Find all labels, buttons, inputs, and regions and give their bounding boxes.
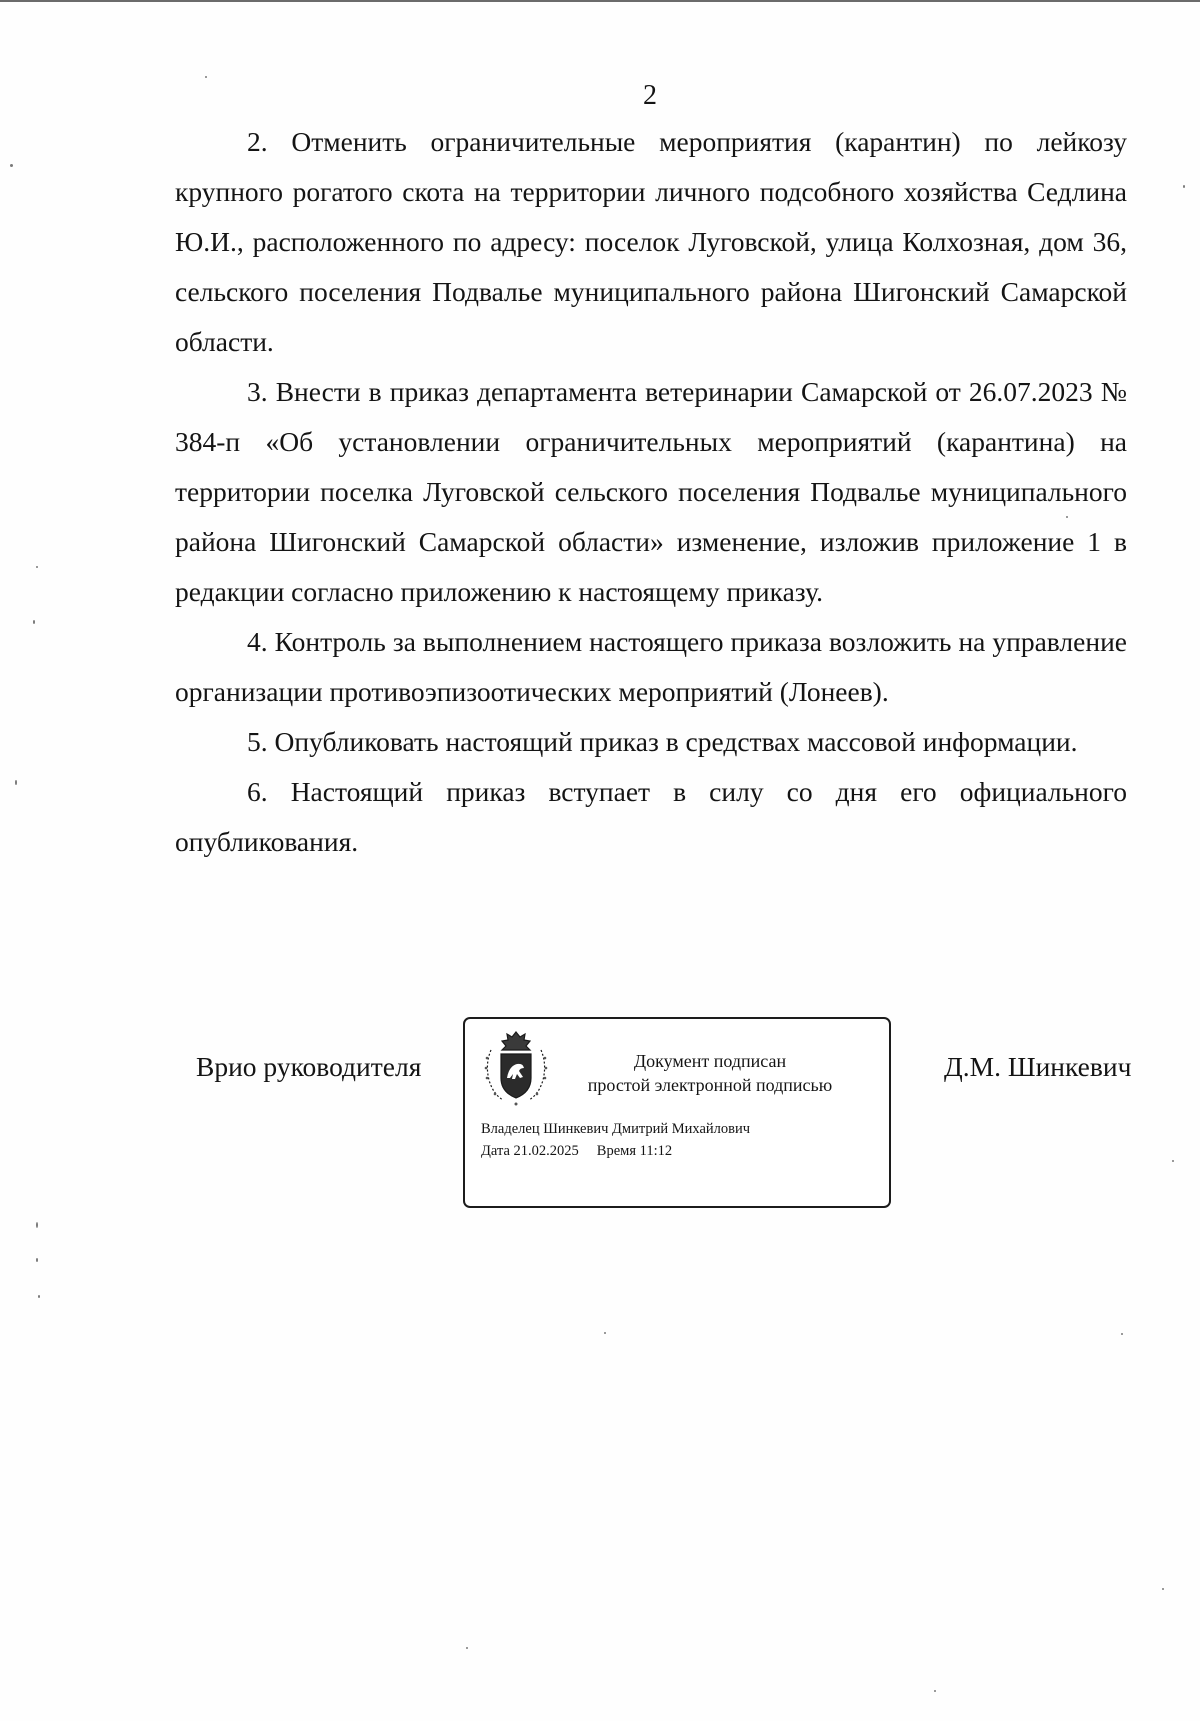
page-number: 2 xyxy=(643,80,657,111)
scan-speck xyxy=(1066,516,1068,518)
order-item-5: 5. Опубликовать настоящий приказ в средствах массовой информации. xyxy=(247,726,1078,757)
scan-speck xyxy=(1172,1160,1174,1162)
scan-speck xyxy=(1162,1588,1164,1590)
scan-speck xyxy=(38,1295,40,1298)
scan-speck xyxy=(10,164,13,167)
scan-speck xyxy=(205,76,207,78)
electronic-signature-stamp xyxy=(463,1017,891,1208)
scan-speck xyxy=(604,1332,606,1334)
scan-speck xyxy=(934,1690,936,1692)
stamp-title-line-2: простой электронной подписью xyxy=(587,1075,833,1095)
stamp-title xyxy=(560,1049,860,1097)
scan-edge-line xyxy=(0,0,1200,2)
stamp-title-line-1: Документ подписан xyxy=(633,1051,787,1071)
order-item-3: 3. Внести в приказ департамента ветеринарии Самарской от 26.07.2023 № 384-п «Об установлении ограничительных мероприятий (карантина) на территории поселка Луговской сельского поселения Подвалье муниципального района Шигонский Самарской области» изменение, изложив приложение 1 в редакции согласно приложению к настоящему приказу. xyxy=(175,376,1127,607)
scan-speck xyxy=(36,1258,38,1262)
order-item-6: 6. Настоящий приказ вступает в силу со дня его официального опубликования. xyxy=(175,776,1127,857)
order-item-2: 2. Отменить ограничительные мероприятия (карантин) по лейкозу крупного рогатого скота на территории личного подсобного хозяйства Седлина Ю.И., расположенного по адресу: поселок Луговской, улица Колхозная, дом 36, сельского поселения Подвалье муниципального района Шигонский Самарской области. xyxy=(175,126,1127,357)
stamp-time: Время 11:12 xyxy=(596,1143,673,1159)
signatory-name: Д.М. Шинкевич xyxy=(944,1051,1132,1082)
order-body xyxy=(175,117,1127,867)
scan-speck xyxy=(466,1647,468,1649)
stamp-date-time xyxy=(481,1141,672,1161)
scan-speck xyxy=(33,620,35,624)
signatory-position: Врио руководителя xyxy=(196,1051,422,1082)
scan-speck xyxy=(15,780,17,785)
order-item-4: 4. Контроль за выполнением настоящего приказа возложить на управление организации противоэпизоотических мероприятий (Лонеев). xyxy=(175,626,1127,707)
scan-speck xyxy=(1183,185,1185,188)
scan-speck xyxy=(36,1222,38,1228)
stamp-owner: Владелец Шинкевич Дмитрий Михайлович xyxy=(481,1121,751,1137)
stamp-date: Дата 21.02.2025 xyxy=(481,1143,579,1159)
scan-speck xyxy=(36,566,38,568)
scan-speck xyxy=(1121,1333,1123,1335)
coat-of-arms-icon xyxy=(481,1028,551,1108)
